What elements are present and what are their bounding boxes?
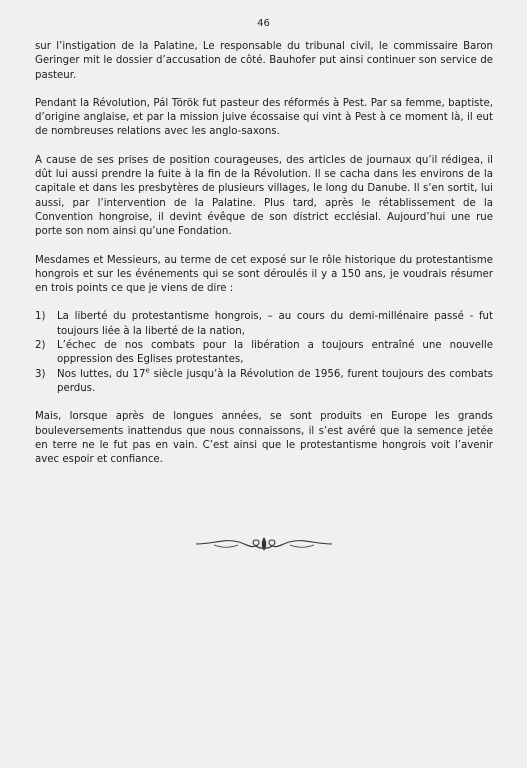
list-item	[35, 310, 493, 339]
document-body	[35, 40, 493, 481]
summary-points	[35, 310, 493, 396]
list-item-text	[57, 366, 493, 394]
list-item-number: 3)	[35, 368, 46, 380]
list-item-text: La liberté du protestantisme hongrois, – au cours du demi-millénaire passé - fut toujours liée à la liberté de la nation,	[57, 311, 493, 337]
list-item-number: 2)	[35, 340, 46, 352]
list-item	[35, 339, 493, 368]
list-item	[35, 368, 493, 397]
paragraph-1: sur l’instigation de la Palatine, Le responsable du tribunal civil, le commissaire Baron Geringer mit le dossier d’accusation de côté. Bauhofer put ainsi continuer son service de pasteur.	[35, 41, 493, 81]
paragraph-2: Pendant la Révolution, Pál Török fut pasteur des réformés à Pest. Par sa femme, baptiste, d’origine anglaise, et par la mission juive écossaise qui vint à Pest à ce moment là, il eut de nombreuses relations avec les anglo-saxons.	[35, 97, 493, 138]
list-item-text-after: siècle jusqu’à la Révolution de 1956, furent toujours des combats perdus.	[57, 368, 493, 394]
list-item-text-before: Nos luttes, du 17	[57, 368, 146, 380]
superscript: e	[145, 366, 150, 375]
closing-paragraph: Mais, lorsque après de longues années, se sont produits en Europe les grands bouleversements inattendus que nous connaissons, il s’est avéré que la semence jetée en terre ne le fut pas en vain. C’est ainsi que le protestantisme hongrois voit l’avenir avec espoir et confiance.	[35, 411, 493, 466]
decorative-flourish-icon	[194, 534, 334, 554]
list-item-text: L’échec de nos combats pour la libération a toujours entraîné une nouvelle oppression des Eglises protestantes,	[57, 340, 493, 366]
paragraph-3: A cause de ses prises de position courageuses, des articles de journaux qu’il rédigea, il dût lui aussi prendre la fuite à la fin de la Révolution. Il se cacha dans les environs de la capitale et dans les presbytères de plusieurs villages, le long du Danube. Il s’en sortit, lui aussi, par l’intervention de la Palatine. Plus tard, après le rétablissement de la Convention hongroise, il devint évêque de son district ecclésial. Aujourd’hui une rue porte son nom ainsi qu’une Fondation.	[35, 154, 493, 238]
paragraph-4: Mesdames et Messieurs, au terme de cet exposé sur le rôle historique du protestantisme hongrois et sur les événements qui se sont déroulés il y a 150 ans, je voudrais résumer en trois points ce que je viens de dire :	[35, 254, 493, 295]
page-number: 46	[257, 18, 270, 29]
list-item-number: 1)	[35, 311, 46, 323]
